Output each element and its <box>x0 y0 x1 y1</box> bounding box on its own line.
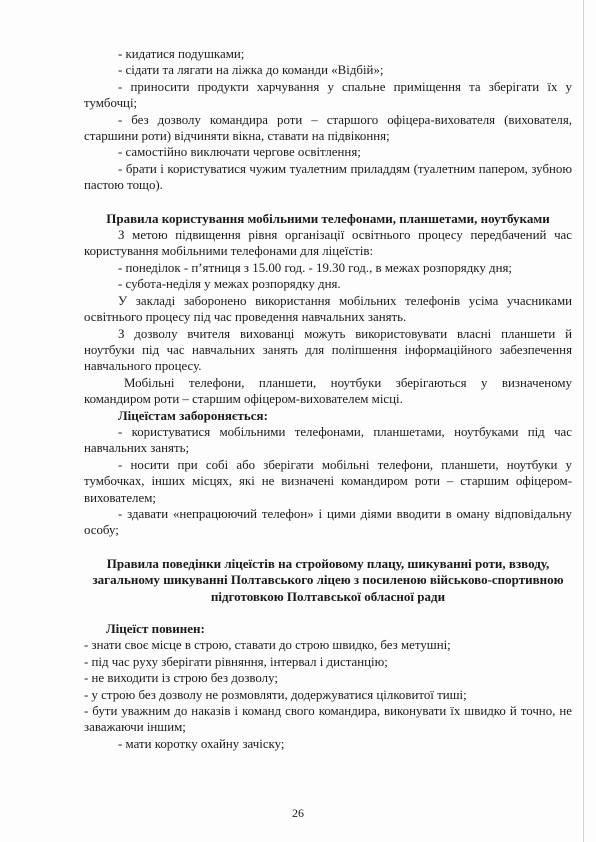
list-item: - субота-неділя у межах розпорядку дня. <box>118 277 341 292</box>
spacer <box>84 605 572 621</box>
section-heading: Правила користування мобільними телефонами, планшетами, ноутбуками <box>106 210 550 226</box>
paragraph: У закладі заборонено використання мобільних телефонів усіма учасниками освітнього процесу під час проведення навчальних занять. <box>84 293 572 325</box>
list-item: - користуватися мобільними телефонами, планшетами, ноутбуками під час навчальних занять; <box>84 424 572 456</box>
list-item: - сідати та лягати на ліжка до команди «Відбій»; <box>118 63 384 78</box>
list-item: - носити при собі або зберігати мобільні телефони, планшети, ноутбуки у тумбочках, інших місцях, які не визначені командиром роти – старшим офіцером-вихователем; <box>84 457 572 505</box>
list-item: - знати своє місце в строю, ставати до строю швидко, без метушні; <box>84 638 451 653</box>
list-item: - без дозволу командира роти – старшого офіцера-вихователя (вихователя, старшини роти) відчиняти вікна, ставати на підвіконня; <box>84 112 572 144</box>
list-item: - бути уважним до наказів і команд свого командира, виконувати їх швидко й точно, не заважаючи іншим; <box>84 704 572 735</box>
list-item: - брати і користуватися чужим туалетним приладдям (туалетним папером, зубною пастою тощо). <box>84 161 572 193</box>
paragraph: З метою підвищення рівня організації освітнього процесу передбачений час користування мобільними телефонами для ліцеїстів: <box>84 228 572 259</box>
scan-edge-line <box>583 0 584 842</box>
paragraph: З дозволу вчителя вихованці можуть використовувати власні планшети й ноутбуки під час навчальних занять для поліпшення інформаційного забезпечення навчального процесу. <box>84 326 572 374</box>
paragraph: Мобільні телефони, планшети, ноутбуки зберігаються у визначеному командиром роти – старшим офіцером-вихователем місці. <box>84 375 572 407</box>
subsection-heading: Ліцеїстам забороняється: <box>118 407 268 423</box>
list-item: - не виходити із строю без дозволу; <box>84 671 278 686</box>
section-heading: Правила поведінки ліцеїстів на стройовому плацу, шикуванні роти, взводу, загальному шикуванні Полтавського ліцею з посиленою військово-спортивною підготовкою Полтавської обласної ради <box>92 555 564 604</box>
list-item: - здавати «непрацюючий телефон» і цими діями вводити в оману відповідальну особу; <box>84 506 572 538</box>
list-item: - самостійно виключати чергове освітлення; <box>118 145 361 160</box>
spacer <box>84 539 572 556</box>
list-item: - під час руху зберігати рівняння, інтервал і дистанцію; <box>84 654 388 669</box>
subsection-heading: Ліцеїст повинен: <box>106 621 205 636</box>
list-item: - у строю без дозволу не розмовляти, додержуватися цілковитої тиші; <box>84 687 467 702</box>
document-body <box>84 46 572 752</box>
list-item: - приносити продукти харчування у спальне приміщення та зберігати їх у тумбочці; <box>84 79 572 111</box>
list-item: - мати коротку охайну зачіску; <box>118 736 285 751</box>
spacer <box>84 194 572 211</box>
list-item: - кидатися подушками; <box>118 47 245 61</box>
page-number: 26 <box>292 806 304 820</box>
list-item: - понеділок - п’ятниця з 15.00 год. - 19.30 год., в межах розпорядку дня; <box>118 260 512 275</box>
